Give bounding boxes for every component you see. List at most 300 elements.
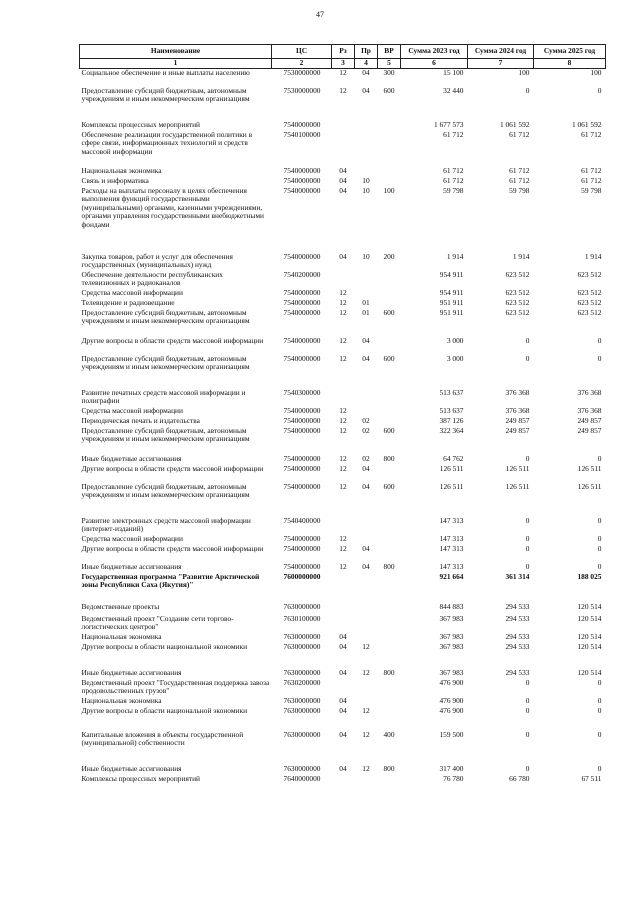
row-sum-2025: 126 511 [577,464,602,473]
row-subsection: 10 [362,186,370,195]
row-sum-2024: 361 314 [505,572,530,581]
row-section: 12 [339,534,347,543]
header-sum-2025: Сумма 2025 год [534,45,606,59]
row-expense-type [378,177,401,187]
row-sum-2025: 0 [597,730,602,739]
row-sum-2023: 951 911 [439,308,464,317]
row-target-code: 7630000000 [283,668,321,677]
row-sum-2025: 249 857 [577,416,602,425]
row-name: Государственная программа "Развитие Арктической зоны Республики Саха (Якутия)" [81,572,260,590]
row-sum-2025: 1 061 592 [571,120,602,129]
row-target-code: 7540100000 [283,130,321,139]
row-target-code: 7540200000 [283,270,321,279]
row-name: Ведомственный проект "Создание сети торгово-логистических центров" [81,614,234,632]
row-sum-2023: 61 712 [443,176,464,185]
row-sum-2023: 147 313 [439,516,464,525]
row-sum-2024: 249 857 [505,416,530,425]
row-name: Иные бюджетные ассигнования [81,562,182,571]
row-sum-2024: 100 [518,68,530,77]
row-sum-2025: 120 514 [577,632,602,641]
row-name: Периодическая печать и издательства [81,416,200,425]
row-sum-2024: 0 [525,562,530,571]
row-expense-type [378,417,401,427]
row-sum-2025: 1 914 [584,252,602,261]
row-target-code: 7540400000 [283,516,321,525]
row-sum-2025: 0 [597,696,602,705]
row-sum-2023: 367 983 [439,642,464,651]
row-name: Расходы на выплаты персоналу в целях обеспечения выполнения функций государственными (муниципальными) органами, казенными учреждениями, органами управления государственными внебюджетными фондами [81,186,264,229]
row-section [332,679,355,697]
row-sum-2023: 1 677 573 [433,120,464,129]
row-sum-2023: 844 883 [439,602,464,611]
row-sum-2025: 61 712 [581,166,602,175]
row-section [332,271,355,289]
row-expense-type: 800 [383,764,395,773]
table-row [80,573,606,603]
row-name: Другие вопросы в области национальной экономики [81,642,248,651]
row-subsection: 10 [362,176,370,185]
row-expense-type [378,167,401,177]
row-subsection: 12 [362,764,370,773]
row-target-code: 7540000000 [283,416,321,425]
table-row [80,483,606,517]
row-target-code: 7540000000 [283,464,321,473]
row-sum-2024: 0 [525,86,530,95]
row-target-code: 7540000000 [283,186,321,195]
row-name: Капитальные вложения в объекты государственной (муниципальной) собственности [81,730,244,748]
row-expense-type [378,299,401,309]
row-expense-type: 100 [383,186,395,195]
row-sum-2024: 623 512 [505,298,530,307]
row-name: Средства массовой информации [81,406,183,415]
row-subsection: 04 [362,562,370,571]
table-row [80,535,606,545]
row-sum-2024: 0 [525,354,530,363]
row-expense-type: 600 [383,308,395,317]
row-name: Национальная экономика [81,632,162,641]
row-name: Иные бюджетные ассигнования [81,668,182,677]
row-section: 12 [339,336,347,345]
table-row [80,465,606,483]
column-number-row [80,59,606,69]
table-row [80,455,606,465]
row-target-code: 7540000000 [283,298,321,307]
row-subsection: 04 [362,68,370,77]
row-expense-type [378,545,401,563]
row-sum-2023: 921 664 [439,572,464,581]
header-sum-2023: Сумма 2023 год [401,45,468,59]
row-target-code: 7530000000 [283,68,321,77]
header-name: Наименование [80,45,272,59]
row-sum-2024: 0 [525,764,530,773]
row-sum-2024: 0 [525,730,530,739]
row-target-code: 7540000000 [283,426,321,435]
row-subsection: 04 [362,336,370,345]
row-name: Ведомственный проект "Государственная поддержка завоза продовольственных грузов" [81,678,270,696]
row-subsection [355,633,378,643]
row-sum-2025: 59 798 [581,186,602,195]
row-sum-2024: 0 [525,516,530,525]
row-sum-2024: 623 512 [505,308,530,317]
row-sum-2023: 64 762 [443,454,464,463]
table-row [80,69,606,87]
row-sum-2024: 294 533 [505,602,530,611]
row-expense-type: 200 [383,252,395,261]
row-expense-type [378,337,401,355]
row-expense-type [378,707,401,731]
row-section [332,131,355,167]
table-row [80,417,606,427]
row-expense-type [378,121,401,131]
row-subsection: 12 [362,642,370,651]
column-number: 1 [80,59,272,69]
row-expense-type: 600 [383,354,395,363]
row-sum-2024: 1 914 [512,252,530,261]
row-target-code: 7630000000 [283,764,321,773]
row-name: Комплексы процессных мероприятий [81,120,200,129]
row-sum-2023: 513 637 [439,388,464,397]
table-row [80,167,606,177]
row-target-code: 7540000000 [283,252,321,261]
row-subsection: 02 [362,454,370,463]
row-sum-2024: 59 798 [509,186,530,195]
row-sum-2024: 0 [525,544,530,553]
row-subsection: 12 [362,730,370,739]
row-target-code: 7540300000 [283,388,321,397]
header-pr: Пр [355,45,378,59]
row-subsection [355,573,378,603]
row-target-code: 7540000000 [283,354,321,363]
row-target-code: 7540000000 [283,544,321,553]
row-subsection: 01 [362,298,370,307]
row-sum-2023: 476 900 [439,678,464,687]
row-section: 04 [339,632,347,641]
row-name: Национальная экономика [81,696,162,705]
row-subsection [355,775,378,785]
row-name: Ведомственные проекты [81,602,160,611]
row-subsection: 02 [362,416,370,425]
row-section: 04 [339,186,347,195]
row-sum-2025: 61 712 [581,176,602,185]
table-row [80,731,606,765]
row-target-code: 7540000000 [283,482,321,491]
row-sum-2023: 159 500 [439,730,464,739]
row-subsection [355,535,378,545]
row-expense-type: 600 [383,86,395,95]
row-sum-2024: 623 512 [505,288,530,297]
row-subsection: 04 [362,544,370,553]
table-row [80,177,606,187]
row-sum-2025: 100 [590,68,602,77]
row-expense-type: 600 [383,426,395,435]
row-expense-type [378,517,401,535]
row-section: 12 [339,406,347,415]
row-target-code: 7540000000 [283,534,321,543]
row-section: 12 [339,482,347,491]
row-sum-2023: 3 000 [446,354,464,363]
row-sum-2024: 126 511 [505,464,530,473]
table-row [80,389,606,407]
table-row [80,707,606,731]
row-name: Другие вопросы в области национальной экономики [81,706,248,715]
row-name: Развитие печатных средств массовой информации и полиграфии [81,388,246,406]
row-sum-2024: 61 712 [509,176,530,185]
row-sum-2024: 294 533 [505,632,530,641]
row-sum-2023: 954 911 [439,270,464,279]
header-rz: Рз [332,45,355,59]
row-section [332,573,355,603]
row-section: 04 [339,730,347,739]
row-expense-type [378,615,401,633]
column-number: 2 [272,59,332,69]
table-header-row [80,45,606,59]
row-sum-2024: 623 512 [505,270,530,279]
row-name: Закупка товаров, работ и услуг для обеспечения государственных (муниципальных) нужд [81,252,233,270]
table-row [80,643,606,669]
row-section: 12 [339,298,347,307]
row-sum-2025: 120 514 [577,642,602,651]
header-sum-2024: Сумма 2024 год [468,45,534,59]
table-row [80,289,606,299]
row-expense-type [378,697,401,707]
row-expense-type [378,679,401,697]
row-sum-2025: 0 [597,764,602,773]
row-expense-type [378,535,401,545]
row-expense-type [378,131,401,167]
row-section: 12 [339,308,347,317]
row-sum-2025: 249 857 [577,426,602,435]
row-name: Обеспечение деятельности республиканских телевизионных и радиоканалов [81,270,223,288]
table-body [80,69,606,785]
row-target-code: 7540000000 [283,120,321,129]
row-sum-2025: 376 368 [577,388,602,397]
table-row [80,765,606,775]
row-name: Предоставление субсидий бюджетным, автономным учреждениям и иным некоммерческим организациям [81,86,250,104]
row-target-code: 7630100000 [283,614,321,623]
row-sum-2024: 376 368 [505,388,530,397]
row-name: Развитие электронных средств массовой информации (интернет-изданий) [81,516,251,534]
row-subsection: 10 [362,252,370,261]
row-sum-2023: 15 100 [443,68,464,77]
table-row [80,299,606,309]
row-expense-type [378,407,401,417]
table-row [80,131,606,167]
table-row [80,427,606,455]
table-row [80,775,606,785]
column-number: 8 [534,59,606,69]
row-name: Социальное обеспечение и иные выплаты населению [81,68,250,77]
row-section: 04 [339,252,347,261]
row-target-code: 7540000000 [283,454,321,463]
row-expense-type [378,603,401,615]
row-sum-2024: 126 511 [505,482,530,491]
row-sum-2025: 0 [597,86,602,95]
row-sum-2024: 294 533 [505,642,530,651]
row-subsection: 02 [362,426,370,435]
row-section: 12 [339,86,347,95]
row-section [332,603,355,615]
row-sum-2025: 188 025 [577,572,602,581]
column-number: 5 [378,59,401,69]
row-name: Другие вопросы в области средств массовой информации [81,544,264,553]
row-sum-2024: 249 857 [505,426,530,435]
row-section: 12 [339,454,347,463]
row-sum-2023: 951 911 [439,298,464,307]
table-row [80,271,606,289]
row-expense-type: 800 [383,562,395,571]
row-expense-type: 800 [383,454,395,463]
row-sum-2023: 322 364 [439,426,464,435]
row-section: 04 [339,696,347,705]
row-name: Иные бюджетные ассигнования [81,454,182,463]
row-subsection [355,603,378,615]
row-subsection [355,407,378,417]
row-target-code: 7630000000 [283,632,321,641]
row-subsection [355,289,378,299]
row-expense-type [378,643,401,669]
row-section [332,121,355,131]
row-expense-type [378,289,401,299]
row-sum-2023: 126 511 [439,482,464,491]
row-sum-2025: 623 512 [577,308,602,317]
row-subsection: 04 [362,86,370,95]
row-section: 12 [339,68,347,77]
row-subsection [355,167,378,177]
budget-table [79,44,606,785]
row-section: 04 [339,668,347,677]
row-section [332,389,355,407]
row-sum-2025: 0 [597,544,602,553]
row-sum-2023: 126 511 [439,464,464,473]
row-target-code: 7640000000 [283,774,321,783]
row-sum-2025: 623 512 [577,270,602,279]
row-section: 12 [339,416,347,425]
row-name: Национальная экономика [81,166,162,175]
column-number: 7 [468,59,534,69]
row-name: Связь и информатика [81,176,149,185]
row-sum-2025: 67 511 [581,774,602,783]
row-expense-type: 400 [383,730,395,739]
row-subsection: 01 [362,308,370,317]
row-target-code: 7630000000 [283,730,321,739]
row-sum-2025: 120 514 [577,614,602,623]
row-sum-2023: 147 313 [439,544,464,553]
row-expense-type: 300 [383,68,395,77]
row-sum-2024: 0 [525,706,530,715]
row-name: Средства массовой информации [81,288,183,297]
row-expense-type [378,271,401,289]
row-sum-2024: 0 [525,454,530,463]
row-target-code: 7540000000 [283,308,321,317]
row-sum-2024: 376 368 [505,406,530,415]
row-sum-2024: 294 533 [505,668,530,677]
row-target-code: 7540000000 [283,288,321,297]
row-section: 04 [339,764,347,773]
table-row [80,407,606,417]
row-sum-2024: 294 533 [505,614,530,623]
row-expense-type [378,633,401,643]
row-section: 12 [339,464,347,473]
row-sum-2025: 0 [597,354,602,363]
row-section: 12 [339,544,347,553]
row-sum-2023: 32 440 [443,86,464,95]
row-expense-type [378,465,401,483]
row-sum-2024: 1 061 592 [499,120,530,129]
row-sum-2024: 0 [525,696,530,705]
table-row [80,187,606,253]
row-subsection [355,389,378,407]
row-section: 04 [339,166,347,175]
row-sum-2024: 0 [525,534,530,543]
row-subsection [355,131,378,167]
column-number: 4 [355,59,378,69]
row-section: 12 [339,426,347,435]
row-subsection [355,679,378,697]
row-sum-2025: 0 [597,516,602,525]
row-sum-2024: 0 [525,678,530,687]
table-row [80,121,606,131]
row-sum-2023: 61 712 [443,130,464,139]
row-target-code: 7630000000 [283,696,321,705]
row-sum-2025: 126 511 [577,482,602,491]
row-subsection: 04 [362,464,370,473]
row-sum-2024: 61 712 [509,166,530,175]
table-row [80,337,606,355]
row-name: Комплексы процессных мероприятий [81,774,200,783]
row-target-code: 7630000000 [283,706,321,715]
row-sum-2023: 367 983 [439,632,464,641]
row-sum-2023: 954 911 [439,288,464,297]
table-row [80,87,606,121]
row-name: Предоставление субсидий бюджетным, автономным учреждениям и иным некоммерческим организациям [81,426,250,444]
table-row [80,545,606,563]
row-sum-2024: 61 712 [509,130,530,139]
row-section: 04 [339,176,347,185]
row-sum-2023: 3 000 [446,336,464,345]
row-expense-type: 600 [383,482,395,491]
row-sum-2025: 0 [597,706,602,715]
row-sum-2025: 0 [597,454,602,463]
table-row [80,253,606,271]
row-target-code: 7540000000 [283,406,321,415]
row-name: Предоставление субсидий бюджетным, автономным учреждениям и иным некоммерческим организациям [81,482,250,500]
table-row [80,669,606,679]
row-sum-2023: 476 900 [439,696,464,705]
row-sum-2025: 0 [597,534,602,543]
row-sum-2023: 59 798 [443,186,464,195]
header-cs: ЦС [272,45,332,59]
row-sum-2025: 0 [597,678,602,687]
row-sum-2025: 623 512 [577,288,602,297]
row-sum-2023: 1 914 [446,252,464,261]
row-sum-2025: 61 712 [581,130,602,139]
row-section: 04 [339,706,347,715]
row-target-code: 7540000000 [283,166,321,175]
row-sum-2024: 0 [525,336,530,345]
row-sum-2025: 623 512 [577,298,602,307]
row-name: Средства массовой информации [81,534,183,543]
row-name: Предоставление субсидий бюджетным, автономным учреждениям и иным некоммерческим организациям [81,308,250,326]
row-section: 12 [339,562,347,571]
row-sum-2023: 76 780 [443,774,464,783]
row-sum-2025: 0 [597,562,602,571]
row-sum-2025: 376 368 [577,406,602,415]
table-row [80,603,606,615]
row-sum-2025: 120 514 [577,602,602,611]
row-target-code: 7540000000 [283,336,321,345]
column-number: 3 [332,59,355,69]
table-row [80,615,606,633]
